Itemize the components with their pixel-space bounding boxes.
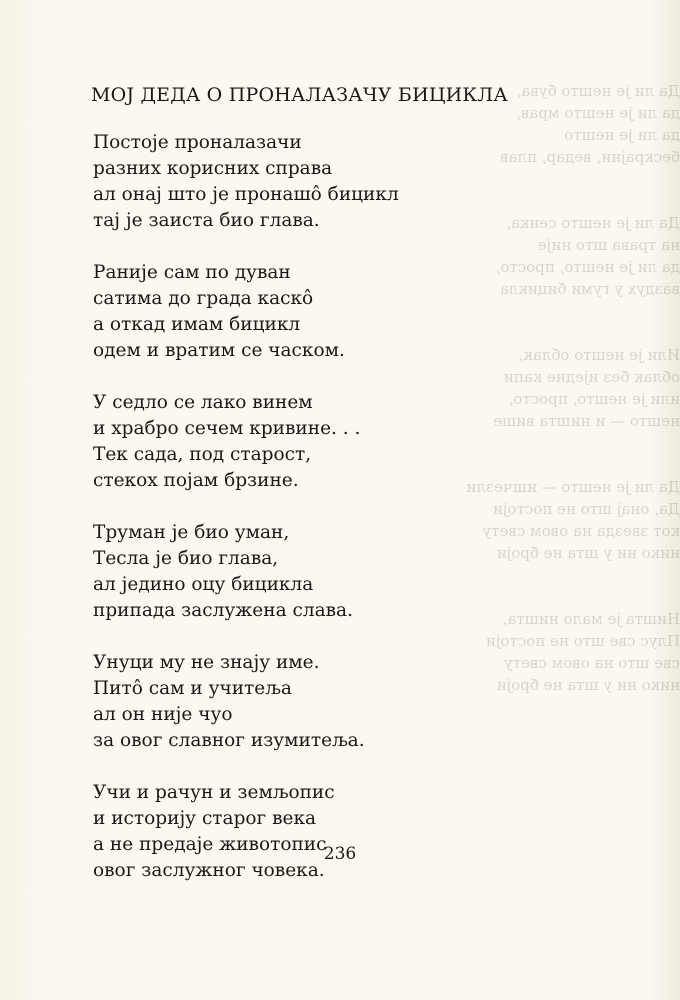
verse-line: а откад имам бицикл (93, 314, 301, 335)
verse-line: Труман је био уман, (93, 522, 290, 543)
stanza (93, 260, 399, 364)
verse-line: овог заслужног човека. (93, 860, 325, 881)
verse-line: ал он није чуо (93, 704, 233, 725)
verse-line: разних корисних справа (93, 158, 333, 179)
verse-line: У седло се лако винем (93, 392, 313, 413)
verse-line: Раније сам по дуван (93, 262, 291, 283)
verse-line: и храбро сечем кривине. . . (93, 418, 361, 439)
page-number: 236 (323, 844, 357, 864)
poem-body (93, 130, 399, 910)
verse-line: припада заслужена слава. (93, 600, 353, 621)
stanza (93, 130, 399, 234)
verse-line: ал онај што је пронашô бицикл (93, 184, 399, 205)
verse-line: ал једино оцу бицикла (93, 574, 314, 595)
stanza (93, 390, 399, 494)
verse-line: Унуци му не знају име. (93, 652, 320, 673)
verse-line: Постоје проналазачи (93, 132, 302, 153)
verse-line: за овог славног изумитеља. (93, 730, 365, 751)
verse-line: Питô сам и учитеља (93, 678, 292, 699)
stanza (93, 780, 399, 884)
verse-line: Учи и рачун и земљопис (93, 782, 335, 803)
verse-line: и историју старог века (93, 808, 317, 829)
stanza (93, 520, 399, 624)
verse-line: Тесла је био глава, (93, 548, 279, 569)
verse-line: Тек сада, под старост, (93, 444, 312, 465)
stanza (93, 650, 399, 754)
verse-line: стекох појам брзине. (93, 470, 299, 491)
verse-line: сатима до града каскô (93, 288, 314, 309)
show-through-text: Да ли је нешто бува, да ли је нешто мрав, да ли је нешто бескрајни, ведар, плав Да ли је нешто сенка, на трава што није да ли је нешто, просто, ваздух у гуми бицикла Или је нешто облак, облак без иједне капи или је нешто, просто, нешто — и ништа више Да ли је нешто — ишчезли Да, онај што не постоји кот звезда на овом свету нико ни у шта не броји Ништа је мало ништа, Плус све што не постоји све што на овом свету нико ни у шта не броји (466, 82, 680, 694)
verse-line: одем и вратим се часком. (93, 340, 345, 361)
verse-line: а не предаје животопис (93, 834, 327, 855)
verse-line: тај је заиста био глава. (93, 210, 320, 231)
poem-title: МОЈ ДЕДА О ПРОНАЛАЗАЧУ БИЦИКЛА (91, 84, 508, 106)
